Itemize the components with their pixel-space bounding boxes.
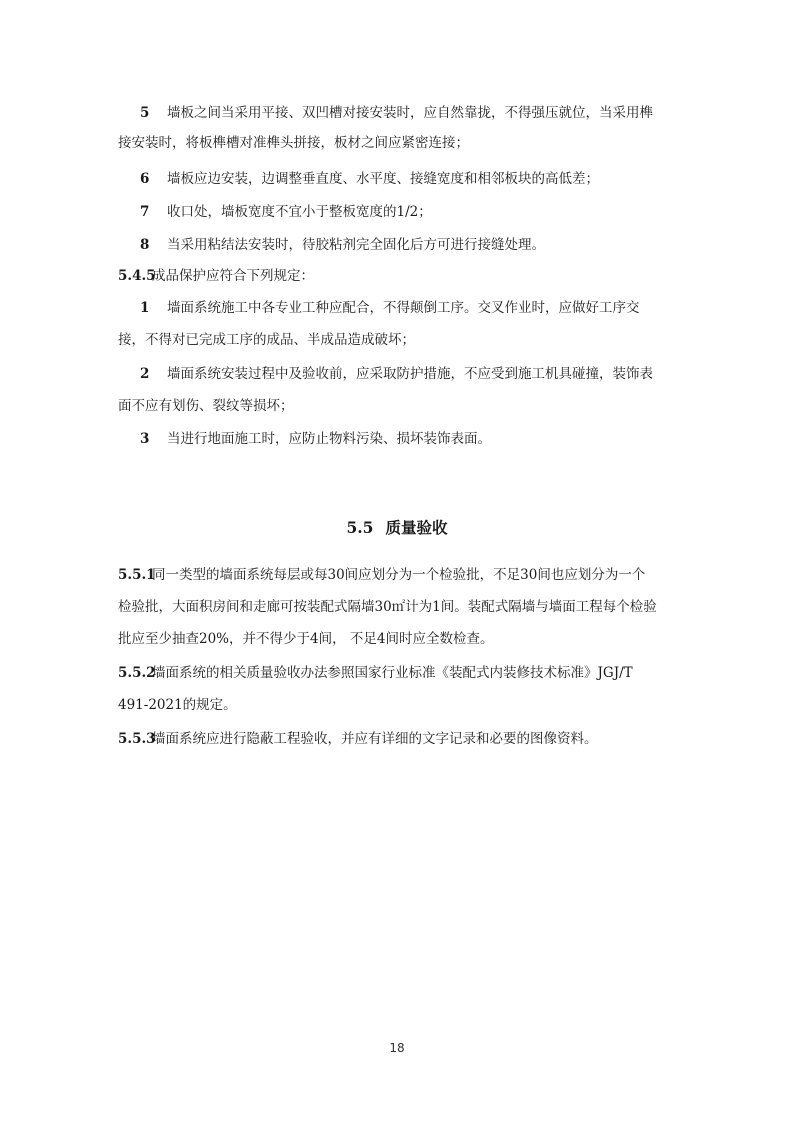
item-text: 当进行地面施工时，应防止物料污染、损坏装饰表面。 [167,431,491,447]
clause-text: 成品保护应符合下列规定： [152,268,314,284]
list-item-2-line2: 面不应有划伤、裂纹等损坏； [118,398,294,414]
list-item-8 [118,235,678,255]
clause-5-5-2-line2: 491-2021的规定。 [118,697,237,713]
list-item-5-line1 [118,103,678,123]
item-number: 8 [140,237,150,253]
clause-5-5-3 [118,729,678,749]
item-number: 3 [140,431,150,447]
clause-text: 同一类型的墙面系统每层或每30间应划分为一个检验批，不足30间也应划分为一个 [152,567,646,583]
item-number: 1 [140,300,150,316]
page-number: 18 [389,1041,405,1055]
item-number: 5 [140,105,150,121]
item-text: 当采用粘结法安装时，待胶粘剂完全固化后方可进行接缝处理。 [167,237,545,253]
clause-number: 5.5.2 [118,665,156,681]
clause-5-5-1-line2: 检验批，大面积房间和走廊可按装配式隔墙30㎡计为1间。装配式隔墙与墙面工程每个检验 [118,599,657,615]
item-text: 收口处，墙板宽度不宜小于整板宽度的1/2； [167,204,432,220]
list-item-2-line1 [118,364,678,384]
item-text: 墙面系统安装过程中及验收前，应采取防护措施，不应受到施工机具碰撞，装饰表 [167,366,653,382]
list-item-3 [118,429,678,449]
item-text: 墙板之间当采用平接、双凹槽对接安装时，应自然靠拢，不得强压就位，当采用榫 [167,105,653,121]
clause-number: 5.5.3 [118,731,156,747]
list-item-5-line2: 接安装时，将板榫槽对准榫头拼接，板材之间应紧密连接； [118,135,469,151]
item-number: 7 [140,204,150,220]
clause-5-5-1-line3: 批应至少抽查20%，并不得少于4间， 不足4间时应全数检查。 [118,631,494,647]
section-number: 5.5 [346,518,374,537]
list-item-1-line2: 接，不得对已完成工序的成品、半成品造成破坏； [118,332,415,348]
list-item-7 [118,202,678,222]
clause-5-5-1-line1 [118,565,678,585]
item-text: 墙板应边安装，边调整垂直度、水平度、接缝宽度和相邻板块的高低差； [167,171,599,187]
clause-number: 5.5.1 [118,567,156,583]
clause-text: 墙面系统的相关质量验收办法参照国家行业标准《装配式内装修技术标准》JGJ/T [152,665,633,681]
list-item-6 [118,169,678,189]
clause-5-4-5 [118,266,678,286]
clause-number: 5.4.5 [118,268,156,284]
section-heading [0,517,794,539]
clause-5-5-2-line1 [118,663,678,683]
clause-text: 墙面系统应进行隐蔽工程验收，并应有详细的文字记录和必要的图像资料。 [152,731,598,747]
item-number: 2 [140,366,150,382]
item-number: 6 [140,171,150,187]
item-text: 墙面系统施工中各专业工种应配合，不得颠倒工序。交叉作业时，应做好工序交 [167,300,640,316]
list-item-1-line1 [118,298,678,318]
section-title: 质量验收 [385,518,448,537]
